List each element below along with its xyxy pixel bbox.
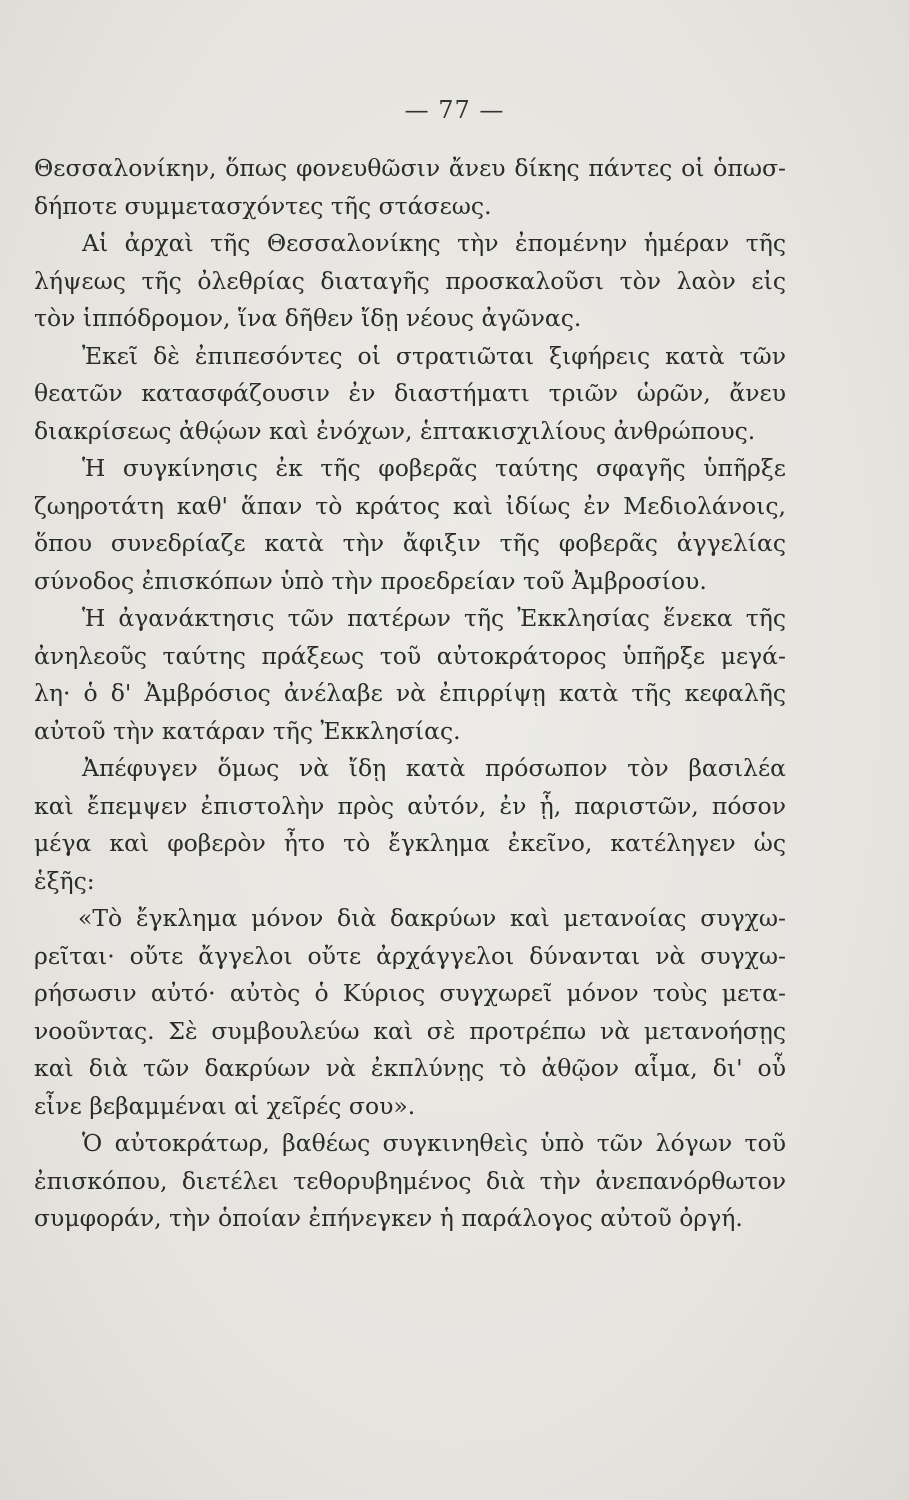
text-line: ζωηροτάτη καθ' ἅπαν τὸ κράτος καὶ ἰδίως ἐν Μεδιολάνοις,: [34, 491, 786, 520]
text-line: μέγα καὶ φοβερὸν ἦτο τὸ ἔγκλημα ἐκεῖνο, κατέληγεν ὡς: [34, 829, 786, 857]
text-line: σύνοδος ἐπισκόπων ὑπὸ τὴν προεδρείαν τοῦ Ἀμβροσίου.: [34, 566, 707, 595]
text-line: καὶ διὰ τῶν δακρύων νὰ ἐκπλύνῃς τὸ ἀθῷον αἷμα, δι' οὗ: [34, 1054, 786, 1082]
body-text: [34, 150, 786, 1238]
text-line: Ἀπέφυγεν ὅμως νὰ ἴδῃ κατὰ πρόσωπον τὸν βασιλέα: [82, 754, 786, 782]
text-line: Ἐκεῖ δὲ ἐπιπεσόντες οἱ στρατιῶται ξιφήρεις κατὰ τῶν: [82, 341, 786, 370]
text-line: ρεῖται· οὔτε ἄγγελοι οὔτε ἀρχάγγελοι δύνανται νὰ συγχω-: [34, 941, 786, 970]
text-line: δήποτε συμμετασχόντες τῆς στάσεως.: [34, 191, 492, 220]
text-line: λήψεως τῆς ὀλεθρίας διαταγῆς προσκαλοῦσι τὸν λαὸν εἰς: [34, 266, 786, 295]
text-line: Αἱ ἀρχαὶ τῆς Θεσσαλονίκης τὴν ἐπομένην ἡμέραν τῆς: [82, 229, 786, 257]
text-line: εἶνε βεβαμμέναι αἱ χεῖρές σου».: [34, 1091, 416, 1120]
text-line: ἀνηλεοῦς ταύτης πράξεως τοῦ αὐτοκράτορος ὑπῆρξε μεγά-: [34, 641, 786, 670]
text-line: Ἡ ἀγανάκτησις τῶν πατέρων τῆς Ἐκκλησίας ἕνεκα τῆς: [82, 604, 786, 632]
text-line: ἑξῆς:: [34, 866, 95, 895]
text-line: αὐτοῦ τὴν κατάραν τῆς Ἐκκλησίας.: [34, 716, 461, 745]
text-line: θεατῶν κατασφάζουσιν ἐν διαστήματι τριῶν ὡρῶν, ἄνευ: [34, 379, 786, 407]
text-line: νοοῦντας. Σὲ συμβουλεύω καὶ σὲ προτρέπω νὰ μετανοήσῃς: [34, 1016, 786, 1045]
page-number: — 77 —: [404, 96, 505, 124]
text-line: Ἡ συγκίνησις ἐκ τῆς φοβερᾶς ταύτης σφαγῆς ὑπῆρξε: [82, 454, 786, 482]
text-line: ρήσωσιν αὐτό· αὐτὸς ὁ Κύριος συγχωρεῖ μόνον τοὺς μετα-: [34, 979, 786, 1007]
text-line: τὸν ἱππόδρομον, ἵνα δῆθεν ἴδῃ νέους ἀγῶνας.: [34, 304, 582, 332]
text-line: λη· ὁ δ' Ἀμβρόσιος ἀνέλαβε νὰ ἐπιρρίψῃ κατὰ τῆς κεφαλῆς: [34, 679, 786, 707]
text-line: ἐπισκόπου, διετέλει τεθορυβημένος διὰ τὴν ἀνεπανόρθωτον: [34, 1166, 786, 1195]
text-line: καὶ ἔπεμψεν ἐπιστολὴν πρὸς αὐτόν, ἐν ᾗ, παριστῶν, πόσον: [34, 791, 786, 820]
text-line: Θεσσαλονίκην, ὅπως φονευθῶσιν ἄνευ δίκης πάντες οἱ ὁπωσ-: [34, 154, 786, 182]
text-line: διακρίσεως ἀθῴων καὶ ἐνόχων, ἑπτακισχιλίους ἀνθρώπους.: [34, 416, 756, 445]
text-line: «Τὸ ἔγκλημα μόνον διὰ δακρύων καὶ μετανοίας συγχω-: [78, 904, 786, 932]
text-line: ὅπου συνεδρίαζε κατὰ τὴν ἄφιξιν τῆς φοβερᾶς ἀγγελίας: [34, 529, 786, 557]
text-line: Ὁ αὐτοκράτωρ, βαθέως συγκινηθεὶς ὑπὸ τῶν λόγων τοῦ: [82, 1129, 786, 1157]
text-line: συμφοράν, τὴν ὁποίαν ἐπήνεγκεν ἡ παράλογος αὐτοῦ ὀργή.: [34, 1204, 743, 1232]
